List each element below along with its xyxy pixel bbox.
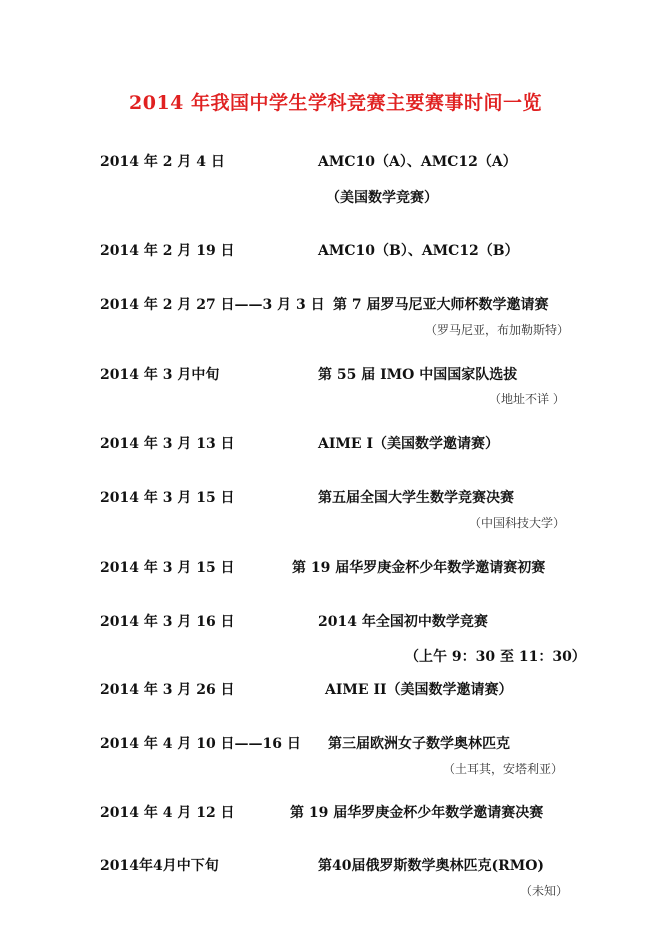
event-location: （中国科技大学） bbox=[469, 516, 566, 530]
event-date: 2014 年 3 月 26 日 bbox=[100, 682, 235, 698]
event-date: 2014 年 2 月 27 日——3 月 3 日 bbox=[100, 297, 325, 313]
event-subtitle: （美国数学竞赛） bbox=[326, 190, 438, 206]
event-date: 2014 年 3 月中旬 bbox=[100, 367, 220, 383]
event-date: 2014 年 3 月 13 日 bbox=[100, 436, 235, 452]
event-name: 第 7 届罗马尼亚大师杯数学邀请赛 bbox=[333, 297, 549, 313]
event-date: 2014年4月中下旬 bbox=[100, 858, 219, 874]
page-title: 2014 年我国中学生学科竞赛主要赛事时间一览 bbox=[129, 92, 542, 114]
event-date: 2014 年 3 月 15 日 bbox=[100, 560, 235, 576]
event-date: 2014 年 4 月 12 日 bbox=[100, 805, 235, 821]
event-date: 2014 年 2 月 19 日 bbox=[100, 243, 235, 259]
event-name: AMC10（A）、AMC12（A） bbox=[318, 154, 517, 170]
event-date: 2014 年 2 月 4 日 bbox=[100, 154, 225, 170]
event-name: 第 55 届 IMO 中国国家队选拔 bbox=[318, 367, 518, 383]
event-name: AMC10（B）、AMC12（B） bbox=[318, 243, 519, 259]
event-name: 第40届俄罗斯数学奥林匹克(RMO) bbox=[318, 858, 545, 874]
event-date: 2014 年 3 月 16 日 bbox=[100, 614, 235, 630]
event-location: （罗马尼亚，布加勒斯特） bbox=[425, 323, 570, 337]
event-name: 2014 年全国初中数学竞赛 bbox=[318, 614, 488, 630]
event-date: 2014 年 3 月 15 日 bbox=[100, 490, 235, 506]
event-location: （未知） bbox=[520, 884, 569, 898]
event-name: 第 19 届华罗庚金杯少年数学邀请赛初赛 bbox=[292, 560, 546, 576]
event-name: 第五届全国大学生数学竞赛决赛 bbox=[318, 490, 514, 506]
event-name: 第三届欧洲女子数学奥林匹克 bbox=[328, 736, 510, 752]
event-date: 2014 年 4 月 10 日——16 日 bbox=[100, 736, 301, 752]
event-name: AIME I（美国数学邀请赛） bbox=[318, 436, 500, 452]
event-name: 第 19 届华罗庚金杯少年数学邀请赛决赛 bbox=[290, 805, 544, 821]
event-name: AIME II（美国数学邀请赛） bbox=[325, 682, 513, 698]
event-location: （土耳其，安塔利亚） bbox=[443, 762, 564, 776]
event-location: （地址不详 ） bbox=[489, 392, 565, 406]
event-time: （上午 9：30 至 11：30） bbox=[405, 649, 586, 665]
